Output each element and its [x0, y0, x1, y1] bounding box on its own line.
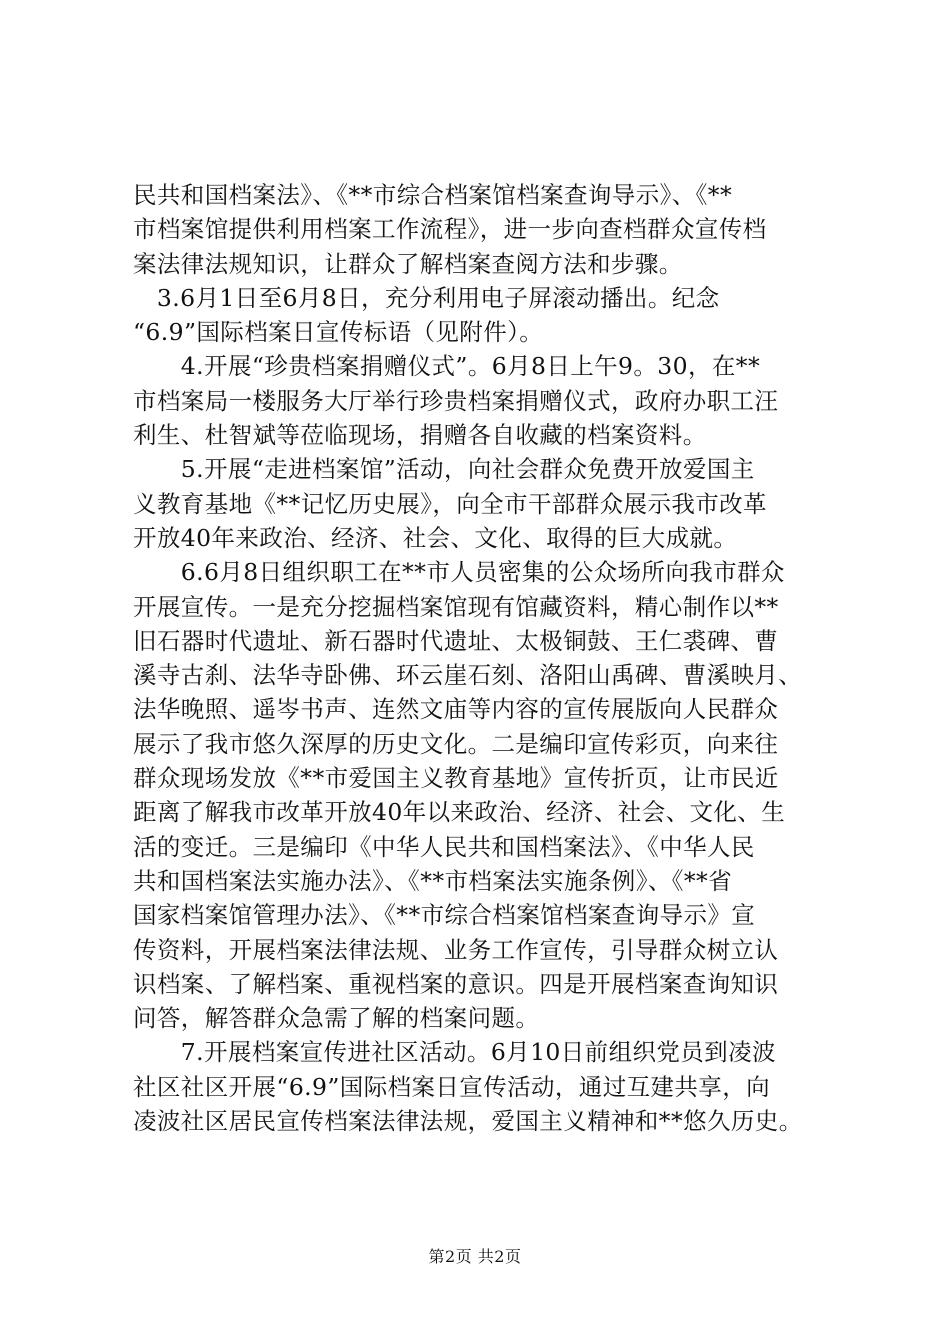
text-line: 国家档案馆管理办法》、《**市综合档案馆档案查询导示》宣: [133, 901, 756, 930]
text-line: 市档案局一楼服务大厅举行珍贵档案捐赠仪式，政府办职工汪: [133, 386, 779, 415]
text-line: 距离了解我市改革开放40年以来政治、经济、社会、文化、生: [133, 798, 786, 827]
text-line: 传资料，开展档案法律法规、业务工作宣传，引导群众树立认: [133, 935, 779, 964]
text-line: 市档案馆提供利用档案工作流程》，进一步向查档群众宣传档: [133, 215, 767, 244]
text-line: 活的变迁。三是编印《中华人民共和国档案法》、《中华人民: [133, 832, 755, 861]
text-line: 群众现场发放《**市爱国主义教育基地》宣传折页，让市民近: [133, 764, 779, 793]
document-body: [133, 178, 833, 1138]
text-line: 法华晚照、遥岑书声、连然文庙等内容的宣传展版向人民群众: [133, 695, 779, 724]
text-line: 溪寺古刹、法华寺卧佛、环云崖石刻、洛阳山禹碑、曹溪映月、: [133, 661, 803, 690]
text-line: 问答，解答群众急需了解的档案问题。: [133, 1004, 540, 1033]
text-line: 民共和国档案法》、《**市综合档案馆档案查询导示》、《**: [133, 181, 733, 209]
text-line: 5.开展“走进档案馆”活动，向社会群众免费开放爱国主: [133, 455, 755, 484]
text-line: 共和国档案法实施办法》、《**市档案法实施条例》、《**省: [133, 866, 733, 895]
text-line: 4.开展“珍贵档案捐赠仪式”。6月8日上午9。30，在**: [133, 352, 761, 381]
text-line: 识档案、了解档案、重视档案的意识。四是开展档案查询知识: [133, 969, 779, 998]
text-line: 义教育基地《**记忆历史展》，向全市干部群众展示我市改革: [133, 489, 767, 518]
text-line: 开放40年来政治、经济、社会、文化、取得的巨大成就。: [133, 523, 738, 552]
page-footer: 第2页 共2页: [428, 1247, 522, 1266]
text-line: 利生、杜智斌等莅临现场，捐赠各自收藏的档案资料。: [133, 421, 707, 450]
text-line: 开展宣传。一是充分挖掘档案馆现有馆藏资料，精心制作以**: [133, 592, 779, 621]
text-line: 案法律法规知识，让群众了解档案查阅方法和步骤。: [133, 249, 683, 278]
text-line: 3.6月1日至6月8日，充分利用电子屏滚动播出。纪念: [133, 283, 720, 312]
text-line: 旧石器时代遗址、新石器时代遗址、太极铜鼓、王仁裘碑、曹: [133, 626, 779, 655]
text-line: “6.9”国际档案日宣传标语（见附件）。: [133, 318, 544, 347]
text-line: 展示了我市悠久深厚的历史文化。二是编印宣传彩页，向来往: [133, 729, 779, 758]
text-line: 社区社区开展“6.9”国际档案日宣传活动，通过互建共享，向: [133, 1072, 770, 1101]
text-line: 7.开展档案宣传进社区活动。6月10日前组织党员到凌波: [133, 1038, 776, 1067]
text-line: 凌波社区居民宣传档案法律法规，爱国主义精神和**悠久历史。: [133, 1107, 803, 1136]
text-line: 6.6月8日组织职工在**市人员密集的公众场所向我市群众: [133, 558, 785, 587]
